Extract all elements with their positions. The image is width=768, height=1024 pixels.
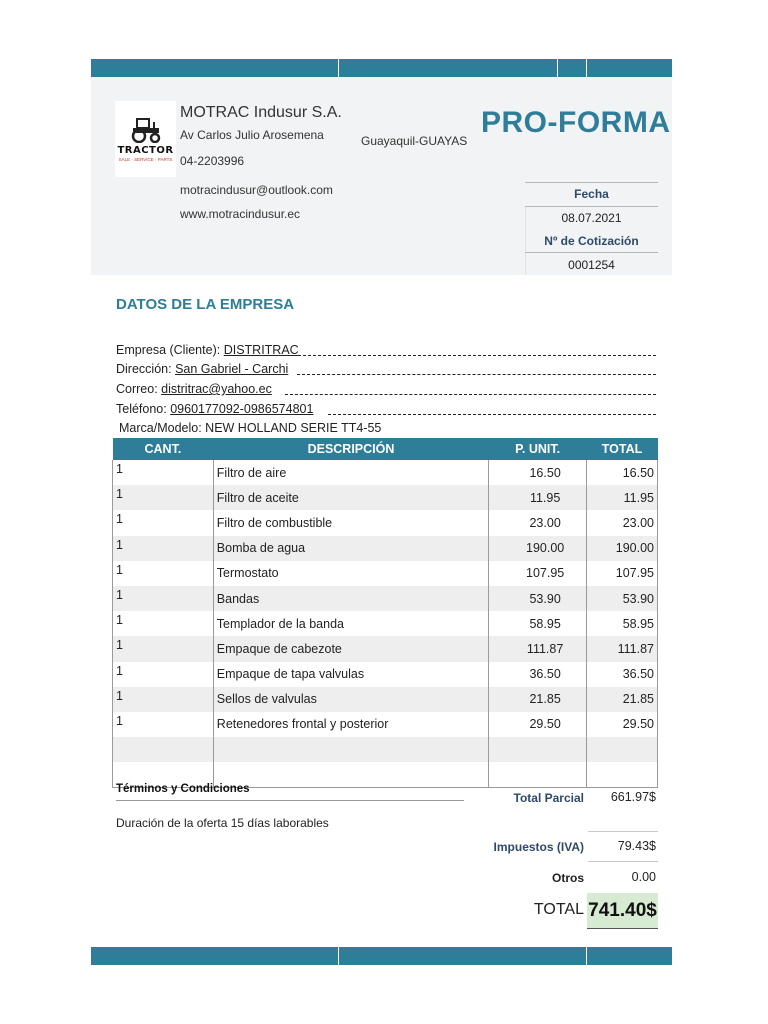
row-description <box>213 762 488 788</box>
row-unit-price: 21.85 <box>489 687 587 712</box>
row-description: Termostato <box>213 561 488 586</box>
company-website: www.motracindusur.ec <box>180 207 301 221</box>
row-description: Bomba de agua <box>213 536 488 561</box>
row-qty: 1 <box>113 611 214 636</box>
column-header-unit-price: P. UNIT. <box>489 438 587 460</box>
document-title: PRO-FORMA <box>481 106 671 139</box>
row-description <box>213 737 488 762</box>
row-total: 11.95 <box>587 485 658 510</box>
date-value: 08.07.2021 <box>561 211 622 225</box>
row-qty: 1 <box>113 586 214 611</box>
table-row <box>113 611 658 636</box>
row-description: Empaque de tapa valvulas <box>213 662 488 687</box>
model-label: Marca/Modelo: <box>119 421 202 435</box>
table-row <box>113 737 658 762</box>
quote-number-value: 0001254 <box>568 258 615 272</box>
row-total <box>587 762 658 788</box>
row-unit-price <box>489 762 587 788</box>
column-header-total: TOTAL <box>587 438 658 460</box>
client-email-value: distritrac@yahoo.ec <box>161 382 272 396</box>
row-description: Filtro de aceite <box>213 485 488 510</box>
table-row <box>113 586 658 611</box>
row-total: 29.50 <box>587 712 658 737</box>
terms-title: Términos y Condiciones <box>116 783 250 795</box>
row-unit-price: 36.50 <box>489 662 587 687</box>
row-total: 111.87 <box>587 636 658 661</box>
grand-total-value: 741.40$ <box>587 893 658 929</box>
tax-value: 79.43$ <box>617 839 656 853</box>
logo-brand: TRACTOR <box>117 144 174 156</box>
bottom-bar <box>91 947 672 965</box>
row-total <box>587 737 658 762</box>
field-fill-line <box>297 374 656 375</box>
row-total: 58.95 <box>587 611 658 636</box>
tax-label: Impuestos (IVA) <box>493 840 584 854</box>
client-company-field <box>116 343 299 357</box>
company-phone: 04-2203996 <box>180 154 245 168</box>
company-address: Av Carlos Julio Arosemena <box>180 128 324 142</box>
row-unit-price: 11.95 <box>489 485 587 510</box>
row-qty: 1 <box>113 485 214 510</box>
other-value: 0.00 <box>631 870 656 884</box>
summary-rule <box>588 831 658 832</box>
client-section-heading: DATOS DE LA EMPRESA <box>116 296 295 313</box>
row-total: 190.00 <box>587 536 658 561</box>
model-value: NEW HOLLAND SERIE TT4-55 <box>205 421 382 435</box>
client-address-field <box>116 362 288 376</box>
row-qty <box>113 737 214 762</box>
model-field <box>119 421 381 435</box>
row-total: 53.90 <box>587 586 658 611</box>
row-qty: 1 <box>113 636 214 661</box>
table-row <box>113 687 658 712</box>
row-unit-price: 58.95 <box>489 611 587 636</box>
row-total: 23.00 <box>587 510 658 535</box>
meta-rule <box>525 252 658 253</box>
row-total: 36.50 <box>587 662 658 687</box>
quote-number-label: Nº de Cotización <box>544 234 639 248</box>
row-unit-price: 23.00 <box>489 510 587 535</box>
client-email-field <box>116 382 272 396</box>
row-unit-price <box>489 737 587 762</box>
column-header-qty: CANT. <box>113 438 214 460</box>
terms-text: Duración de la oferta 15 días laborables <box>116 816 329 830</box>
client-company-value: DISTRITRAC <box>223 343 299 357</box>
client-email-label: Correo: <box>116 382 158 396</box>
table-row <box>113 712 658 737</box>
row-description: Empaque de cabezote <box>213 636 488 661</box>
items-table <box>112 438 658 788</box>
logo-tagline: SALE · SERVICE · PARTS <box>118 156 173 162</box>
row-unit-price: 111.87 <box>489 636 587 661</box>
row-qty: 1 <box>113 662 214 687</box>
client-address-label: Dirección: <box>116 362 172 376</box>
table-row <box>113 561 658 586</box>
row-description: Templador de la banda <box>213 611 488 636</box>
top-bar <box>91 59 672 77</box>
row-unit-price: 53.90 <box>489 586 587 611</box>
company-name: MOTRAC Indusur S.A. <box>180 104 342 121</box>
client-company-label: Empresa (Cliente): <box>116 343 221 357</box>
row-description: Sellos de valvulas <box>213 687 488 712</box>
row-total: 21.85 <box>587 687 658 712</box>
table-row <box>113 536 658 561</box>
meta-rule <box>525 182 658 183</box>
table-row <box>113 662 658 687</box>
row-qty: 1 <box>113 510 214 535</box>
row-unit-price: 190.00 <box>489 536 587 561</box>
subtotal-value: 661.97$ <box>610 790 656 804</box>
client-phone-label: Teléfono: <box>116 402 167 416</box>
field-fill-line <box>285 394 656 395</box>
subtotal-label: Total Parcial <box>513 791 584 805</box>
field-fill-line <box>298 355 656 356</box>
column-header-description: DESCRIPCIÓN <box>213 438 488 460</box>
table-row <box>113 485 658 510</box>
meta-rule <box>525 206 658 207</box>
field-fill-line <box>328 414 656 415</box>
grand-total-label: TOTAL <box>533 901 584 918</box>
table-row <box>113 510 658 535</box>
row-qty: 1 <box>113 561 214 586</box>
row-total: 16.50 <box>587 460 658 485</box>
row-total: 107.95 <box>587 561 658 586</box>
company-logo <box>115 101 176 177</box>
table-row <box>113 460 658 485</box>
company-city: Guayaquil-GUAYAS <box>361 134 468 148</box>
date-label: Fecha <box>574 187 609 201</box>
summary-rule <box>588 861 658 862</box>
client-phone-field <box>116 402 313 416</box>
row-qty: 1 <box>113 536 214 561</box>
row-unit-price: 29.50 <box>489 712 587 737</box>
terms-rule <box>116 800 464 801</box>
other-label: Otros <box>551 871 584 885</box>
table-header-row <box>113 438 658 460</box>
row-description: Retenedores frontal y posterior <box>213 712 488 737</box>
row-qty: 1 <box>113 712 214 737</box>
table-row <box>113 636 658 661</box>
company-email: motracindusur@outlook.com <box>180 183 333 197</box>
row-description: Filtro de combustible <box>213 510 488 535</box>
row-unit-price: 16.50 <box>489 460 587 485</box>
row-qty: 1 <box>113 460 214 485</box>
row-description: Filtro de aire <box>213 460 488 485</box>
client-address-value: San Gabriel - Carchi <box>175 362 289 376</box>
row-unit-price: 107.95 <box>489 561 587 586</box>
row-qty: 1 <box>113 687 214 712</box>
client-phone-value: 0960177092-0986574801 <box>170 402 314 416</box>
row-description: Bandas <box>213 586 488 611</box>
tractor-icon <box>129 117 163 143</box>
